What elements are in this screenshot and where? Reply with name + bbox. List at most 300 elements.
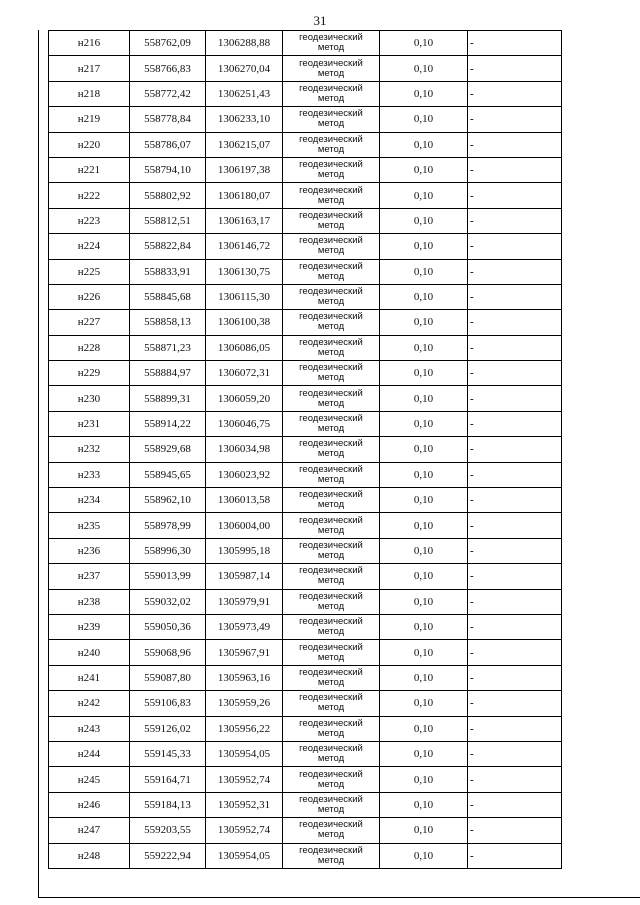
method-line2: метод — [317, 753, 345, 765]
method-line1: геодезический — [299, 336, 363, 348]
method-cell — [283, 538, 380, 563]
y-coordinate-cell: 1306197,38 — [206, 157, 283, 182]
accuracy-cell: 0,10 — [380, 157, 468, 182]
coordinates-table — [48, 30, 562, 869]
accuracy-cell: 0,10 — [380, 437, 468, 462]
y-coordinate-cell: 1306163,17 — [206, 208, 283, 233]
x-coordinate-cell: 558822,84 — [130, 234, 206, 259]
y-coordinate-cell: 1305967,91 — [206, 640, 283, 665]
x-coordinate-cell: 558794,10 — [130, 157, 206, 182]
y-coordinate-cell: 1305979,91 — [206, 589, 283, 614]
x-coordinate-cell: 559164,71 — [130, 767, 206, 792]
y-coordinate-cell: 1305954,05 — [206, 843, 283, 868]
point-cell: н228 — [49, 335, 130, 360]
accuracy-cell: 0,10 — [380, 81, 468, 106]
note-cell: - — [468, 843, 562, 868]
y-coordinate-cell: 1305952,74 — [206, 767, 283, 792]
point-cell: н218 — [49, 81, 130, 106]
method-line2: метод — [317, 194, 345, 206]
method-line2: метод — [317, 169, 345, 181]
method-cell — [283, 513, 380, 538]
y-coordinate-cell: 1306233,10 — [206, 107, 283, 132]
x-coordinate-cell: 559184,13 — [130, 792, 206, 817]
accuracy-cell: 0,10 — [380, 818, 468, 843]
note-cell: - — [468, 208, 562, 233]
method-line1: геодезический — [299, 413, 363, 425]
coordinates-table-body — [49, 31, 562, 869]
accuracy-cell: 0,10 — [380, 741, 468, 766]
point-cell: н220 — [49, 132, 130, 157]
accuracy-cell: 0,10 — [380, 31, 468, 56]
table-row — [49, 538, 562, 563]
accuracy-cell: 0,10 — [380, 462, 468, 487]
point-cell: н237 — [49, 564, 130, 589]
point-cell: н223 — [49, 208, 130, 233]
method-line2: метод — [317, 397, 345, 409]
method-line1: геодезический — [299, 717, 363, 729]
method-cell — [283, 310, 380, 335]
x-coordinate-cell: 559203,55 — [130, 818, 206, 843]
method-cell — [283, 411, 380, 436]
y-coordinate-cell: 1306013,58 — [206, 488, 283, 513]
note-cell: - — [468, 361, 562, 386]
point-cell: н232 — [49, 437, 130, 462]
y-coordinate-cell: 1306180,07 — [206, 183, 283, 208]
method-line1: геодезический — [299, 590, 363, 602]
note-cell: - — [468, 386, 562, 411]
method-line2: метод — [317, 524, 345, 536]
x-coordinate-cell: 559126,02 — [130, 716, 206, 741]
accuracy-cell: 0,10 — [380, 310, 468, 335]
method-line1: геодезический — [299, 743, 363, 755]
table-row — [49, 56, 562, 81]
point-cell: н235 — [49, 513, 130, 538]
method-line1: геодезический — [299, 184, 363, 196]
point-cell: н226 — [49, 284, 130, 309]
note-cell: - — [468, 564, 562, 589]
y-coordinate-cell: 1306115,30 — [206, 284, 283, 309]
accuracy-cell: 0,10 — [380, 665, 468, 690]
method-line1: геодезический — [299, 641, 363, 653]
accuracy-cell: 0,10 — [380, 513, 468, 538]
accuracy-cell: 0,10 — [380, 284, 468, 309]
method-line2: метод — [317, 448, 345, 460]
y-coordinate-cell: 1306146,72 — [206, 234, 283, 259]
method-line2: метод — [317, 372, 345, 384]
method-line1: геодезический — [299, 616, 363, 628]
table-row — [49, 157, 562, 182]
point-cell: н230 — [49, 386, 130, 411]
point-cell: н244 — [49, 741, 130, 766]
accuracy-cell: 0,10 — [380, 259, 468, 284]
method-cell — [283, 488, 380, 513]
method-line1: геодезический — [299, 793, 363, 805]
x-coordinate-cell: 558929,68 — [130, 437, 206, 462]
note-cell: - — [468, 614, 562, 639]
method-line1: геодезический — [299, 844, 363, 856]
accuracy-cell: 0,10 — [380, 843, 468, 868]
method-cell — [283, 183, 380, 208]
table-row — [49, 767, 562, 792]
method-line1: геодезический — [299, 311, 363, 323]
point-cell: н241 — [49, 665, 130, 690]
table-row — [49, 818, 562, 843]
accuracy-cell: 0,10 — [380, 234, 468, 259]
method-line2: метод — [317, 219, 345, 231]
x-coordinate-cell: 559222,94 — [130, 843, 206, 868]
method-line2: метод — [317, 245, 345, 257]
y-coordinate-cell: 1305952,31 — [206, 792, 283, 817]
point-cell: н217 — [49, 56, 130, 81]
table-row — [49, 411, 562, 436]
accuracy-cell: 0,10 — [380, 792, 468, 817]
table-row — [49, 741, 562, 766]
note-cell: - — [468, 767, 562, 792]
table-row — [49, 437, 562, 462]
method-line2: метод — [317, 143, 345, 155]
note-cell: - — [468, 284, 562, 309]
x-coordinate-cell: 559087,80 — [130, 665, 206, 690]
accuracy-cell: 0,10 — [380, 767, 468, 792]
y-coordinate-cell: 1305959,26 — [206, 691, 283, 716]
table-row — [49, 31, 562, 56]
method-cell — [283, 157, 380, 182]
method-line1: геодезический — [299, 666, 363, 678]
note-cell: - — [468, 31, 562, 56]
x-coordinate-cell: 558899,31 — [130, 386, 206, 411]
x-coordinate-cell: 558871,23 — [130, 335, 206, 360]
method-line2: метод — [317, 575, 345, 587]
table-row — [49, 208, 562, 233]
y-coordinate-cell: 1305956,22 — [206, 716, 283, 741]
method-cell — [283, 107, 380, 132]
method-cell — [283, 767, 380, 792]
method-line1: геодезический — [299, 768, 363, 780]
accuracy-cell: 0,10 — [380, 411, 468, 436]
point-cell: н234 — [49, 488, 130, 513]
point-cell: н222 — [49, 183, 130, 208]
x-coordinate-cell: 558772,42 — [130, 81, 206, 106]
table-row — [49, 310, 562, 335]
table-row — [49, 614, 562, 639]
y-coordinate-cell: 1306034,98 — [206, 437, 283, 462]
note-cell: - — [468, 81, 562, 106]
table-row — [49, 234, 562, 259]
table-row — [49, 259, 562, 284]
point-cell: н240 — [49, 640, 130, 665]
point-cell: н247 — [49, 818, 130, 843]
table-row — [49, 665, 562, 690]
point-cell: н239 — [49, 614, 130, 639]
table-row — [49, 284, 562, 309]
page-number: 31 — [313, 13, 327, 28]
y-coordinate-cell: 1305973,49 — [206, 614, 283, 639]
method-line2: метод — [317, 676, 345, 688]
accuracy-cell: 0,10 — [380, 132, 468, 157]
method-line2: метод — [317, 346, 345, 358]
method-line1: геодезический — [299, 463, 363, 475]
method-line2: метод — [317, 550, 345, 561]
method-line1: геодезический — [299, 57, 363, 69]
point-cell: н243 — [49, 716, 130, 741]
method-line2: метод — [317, 499, 345, 511]
x-coordinate-cell: 559106,83 — [130, 691, 206, 716]
method-cell — [283, 843, 380, 868]
method-line1: геодезический — [299, 235, 363, 247]
y-coordinate-cell: 1306270,04 — [206, 56, 283, 81]
method-line1: геодезический — [299, 514, 363, 526]
y-coordinate-cell: 1306251,43 — [206, 81, 283, 106]
method-line2: метод — [317, 473, 345, 485]
accuracy-cell: 0,10 — [380, 361, 468, 386]
y-coordinate-cell: 1306086,05 — [206, 335, 283, 360]
method-line1: геодезический — [299, 438, 363, 450]
accuracy-cell: 0,10 — [380, 183, 468, 208]
method-cell — [283, 665, 380, 690]
table-row — [49, 107, 562, 132]
x-coordinate-cell: 558914,22 — [130, 411, 206, 436]
point-cell: н236 — [49, 538, 130, 563]
method-line2: метод — [317, 829, 345, 841]
x-coordinate-cell: 558778,84 — [130, 107, 206, 132]
note-cell: - — [468, 259, 562, 284]
method-line2: метод — [317, 803, 345, 815]
method-cell — [283, 640, 380, 665]
table-row — [49, 691, 562, 716]
method-line2: метод — [317, 854, 345, 866]
accuracy-cell: 0,10 — [380, 564, 468, 589]
accuracy-cell: 0,10 — [380, 589, 468, 614]
method-line1: геодезический — [299, 32, 363, 44]
x-coordinate-cell: 558978,99 — [130, 513, 206, 538]
accuracy-cell: 0,10 — [380, 614, 468, 639]
method-cell — [283, 564, 380, 589]
method-cell — [283, 284, 380, 309]
method-line2: метод — [317, 270, 345, 282]
accuracy-cell: 0,10 — [380, 208, 468, 233]
method-line2: метод — [317, 651, 345, 663]
y-coordinate-cell: 1306023,92 — [206, 462, 283, 487]
point-cell: н219 — [49, 107, 130, 132]
accuracy-cell: 0,10 — [380, 716, 468, 741]
method-line1: геодезический — [299, 133, 363, 145]
y-coordinate-cell: 1306072,31 — [206, 361, 283, 386]
table-row — [49, 716, 562, 741]
table-row — [49, 792, 562, 817]
accuracy-cell: 0,10 — [380, 488, 468, 513]
method-cell — [283, 716, 380, 741]
note-cell: - — [468, 183, 562, 208]
method-cell — [283, 386, 380, 411]
note-cell: - — [468, 691, 562, 716]
y-coordinate-cell: 1305995,18 — [206, 538, 283, 563]
method-cell — [283, 361, 380, 386]
method-cell — [283, 208, 380, 233]
note-cell: - — [468, 462, 562, 487]
y-coordinate-cell: 1306059,20 — [206, 386, 283, 411]
table-row — [49, 589, 562, 614]
y-coordinate-cell: 1306288,88 — [206, 31, 283, 56]
method-line2: метод — [317, 778, 345, 790]
method-cell — [283, 741, 380, 766]
method-cell — [283, 132, 380, 157]
x-coordinate-cell: 558786,07 — [130, 132, 206, 157]
method-cell — [283, 691, 380, 716]
accuracy-cell: 0,10 — [380, 107, 468, 132]
point-cell: н233 — [49, 462, 130, 487]
table-row — [49, 564, 562, 589]
point-cell: н238 — [49, 589, 130, 614]
method-line1: геодезический — [299, 387, 363, 399]
y-coordinate-cell: 1305954,05 — [206, 741, 283, 766]
point-cell: н227 — [49, 310, 130, 335]
point-cell: н225 — [49, 259, 130, 284]
method-line2: метод — [317, 423, 345, 435]
method-line1: геодезический — [299, 692, 363, 704]
x-coordinate-cell: 558833,91 — [130, 259, 206, 284]
y-coordinate-cell: 1306004,00 — [206, 513, 283, 538]
method-line2: метод — [317, 296, 345, 308]
point-cell: н221 — [49, 157, 130, 182]
x-coordinate-cell: 559013,99 — [130, 564, 206, 589]
x-coordinate-cell: 558945,65 — [130, 462, 206, 487]
table-row — [49, 386, 562, 411]
x-coordinate-cell: 558884,97 — [130, 361, 206, 386]
method-cell — [283, 234, 380, 259]
table-row — [49, 132, 562, 157]
method-line2: метод — [317, 321, 345, 333]
table-row — [49, 183, 562, 208]
point-cell: н248 — [49, 843, 130, 868]
accuracy-cell: 0,10 — [380, 335, 468, 360]
table-row — [49, 513, 562, 538]
accuracy-cell: 0,10 — [380, 691, 468, 716]
method-line2: метод — [317, 42, 345, 54]
note-cell: - — [468, 665, 562, 690]
x-coordinate-cell: 558858,13 — [130, 310, 206, 335]
note-cell: - — [468, 56, 562, 81]
table-row — [49, 335, 562, 360]
method-cell — [283, 462, 380, 487]
note-cell: - — [468, 157, 562, 182]
method-line1: геодезический — [299, 159, 363, 171]
x-coordinate-cell: 559050,36 — [130, 614, 206, 639]
note-cell: - — [468, 818, 562, 843]
note-cell: - — [468, 513, 562, 538]
x-coordinate-cell: 559068,96 — [130, 640, 206, 665]
method-cell — [283, 259, 380, 284]
y-coordinate-cell: 1305963,16 — [206, 665, 283, 690]
note-cell: - — [468, 107, 562, 132]
method-cell — [283, 614, 380, 639]
x-coordinate-cell: 558762,09 — [130, 31, 206, 56]
method-line2: метод — [317, 67, 345, 79]
method-line2: метод — [317, 118, 345, 130]
note-cell: - — [468, 234, 562, 259]
method-cell — [283, 818, 380, 843]
x-coordinate-cell: 558996,30 — [130, 538, 206, 563]
note-cell: - — [468, 335, 562, 360]
accuracy-cell: 0,10 — [380, 386, 468, 411]
method-line1: геодезический — [299, 209, 363, 221]
table-row — [49, 81, 562, 106]
y-coordinate-cell: 1306215,07 — [206, 132, 283, 157]
point-cell: н231 — [49, 411, 130, 436]
method-cell — [283, 31, 380, 56]
method-line2: метод — [317, 727, 345, 739]
note-cell: - — [468, 741, 562, 766]
table-row — [49, 361, 562, 386]
y-coordinate-cell: 1306130,75 — [206, 259, 283, 284]
method-line1: геодезический — [299, 819, 363, 831]
method-cell — [283, 81, 380, 106]
method-line1: геодезический — [299, 260, 363, 272]
y-coordinate-cell: 1305987,14 — [206, 564, 283, 589]
method-line1: геодезический — [299, 108, 363, 120]
x-coordinate-cell: 559145,33 — [130, 741, 206, 766]
method-line1: геодезический — [299, 362, 363, 374]
note-cell: - — [468, 640, 562, 665]
note-cell: - — [468, 310, 562, 335]
table-row — [49, 488, 562, 513]
method-line1: геодезический — [299, 489, 363, 501]
point-cell: н242 — [49, 691, 130, 716]
note-cell: - — [468, 589, 562, 614]
point-cell: н229 — [49, 361, 130, 386]
method-cell — [283, 792, 380, 817]
accuracy-cell: 0,10 — [380, 640, 468, 665]
x-coordinate-cell: 558962,10 — [130, 488, 206, 513]
x-coordinate-cell: 558812,51 — [130, 208, 206, 233]
method-line1: геодезический — [299, 286, 363, 298]
x-coordinate-cell: 558845,68 — [130, 284, 206, 309]
point-cell: н224 — [49, 234, 130, 259]
note-cell: - — [468, 411, 562, 436]
x-coordinate-cell: 558802,92 — [130, 183, 206, 208]
accuracy-cell: 0,10 — [380, 56, 468, 81]
x-coordinate-cell: 559032,02 — [130, 589, 206, 614]
note-cell: - — [468, 488, 562, 513]
method-line2: метод — [317, 92, 345, 104]
method-line2: метод — [317, 600, 345, 612]
note-cell: - — [468, 716, 562, 741]
y-coordinate-cell: 1305952,74 — [206, 818, 283, 843]
accuracy-cell: 0,10 — [380, 538, 468, 563]
method-cell — [283, 56, 380, 81]
method-line1: геодезический — [299, 82, 363, 94]
method-cell — [283, 437, 380, 462]
point-cell: н216 — [49, 31, 130, 56]
method-line1: геодезический — [299, 565, 363, 577]
method-cell — [283, 335, 380, 360]
note-cell: - — [468, 437, 562, 462]
note-cell: - — [468, 538, 562, 563]
method-cell — [283, 589, 380, 614]
note-cell: - — [468, 792, 562, 817]
point-cell: н246 — [49, 792, 130, 817]
table-row — [49, 462, 562, 487]
method-line2: метод — [317, 702, 345, 714]
y-coordinate-cell: 1306046,75 — [206, 411, 283, 436]
table-row — [49, 843, 562, 868]
y-coordinate-cell: 1306100,38 — [206, 310, 283, 335]
method-line1: геодезический — [299, 540, 363, 551]
x-coordinate-cell: 558766,83 — [130, 56, 206, 81]
method-line2: метод — [317, 626, 345, 638]
table-row — [49, 640, 562, 665]
note-cell: - — [468, 132, 562, 157]
point-cell: н245 — [49, 767, 130, 792]
